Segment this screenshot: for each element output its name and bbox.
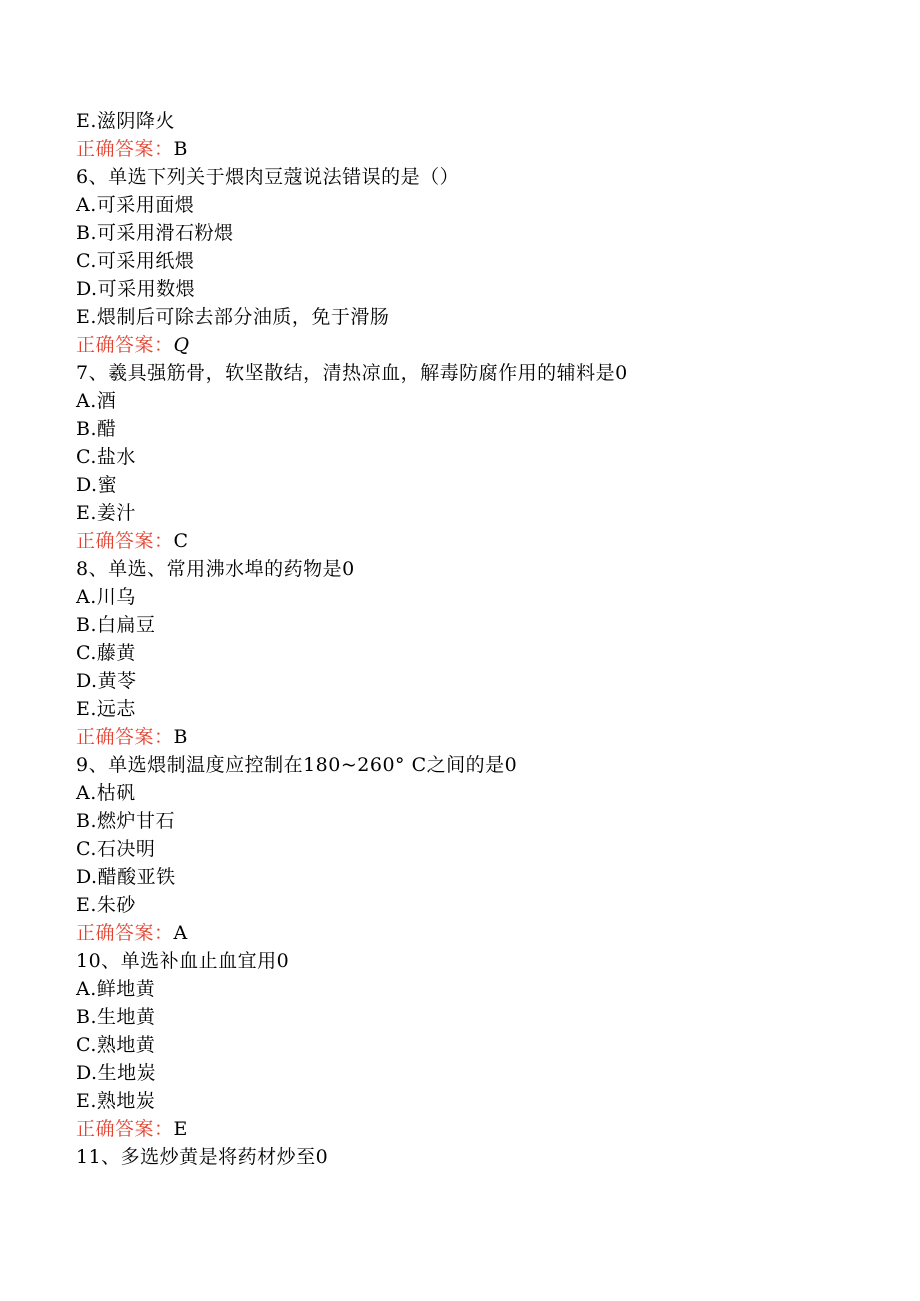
question-text: 8、单选、常用沸水埠的药物是0 <box>76 558 355 580</box>
question-text: 10、单选补血止血宜用0 <box>76 950 290 972</box>
answer-line <box>76 527 856 555</box>
option-text: A.酒 <box>76 390 117 412</box>
option-text: E.煨制后可除去部分油质，免于滑肠 <box>76 306 390 328</box>
question-list <box>76 107 856 1171</box>
option-text: D.黄苓 <box>76 670 137 692</box>
answer-label: 正确答案： <box>76 1118 174 1140</box>
option-text: D.醋酸亚铁 <box>76 866 176 888</box>
option-text: E.姜汁 <box>76 502 136 524</box>
option-text: C.藤黄 <box>76 642 136 664</box>
option-text: C.盐水 <box>76 446 136 468</box>
answer-value: B <box>173 726 188 748</box>
option-text: B.生地黄 <box>76 1006 156 1028</box>
option-text: E.熟地炭 <box>76 1090 156 1112</box>
option-text: B.白扁豆 <box>76 614 156 636</box>
answer-line <box>76 135 856 163</box>
answer-value: Q <box>173 334 190 356</box>
question-text: 9、单选煨制温度应控制在180~260° C之间的是0 <box>76 754 518 776</box>
option-text: D.蜜 <box>76 474 118 496</box>
option-text: D.可采用数煨 <box>76 278 196 300</box>
question-text: 6、单选下列关于煨肉豆蔻说法错误的是（） <box>76 166 460 188</box>
option-text: E.远志 <box>76 698 136 720</box>
option-text: E.滋阴降火 <box>76 110 175 132</box>
option-text: A.鲜地黄 <box>76 978 156 1000</box>
option-text: E.朱砂 <box>76 894 136 916</box>
answer-line <box>76 919 856 947</box>
answer-label: 正确答案： <box>76 530 174 552</box>
answer-value: E <box>173 1118 188 1140</box>
question-text: 7、羲具强筋骨，软坚散结，清热凉血，解毒防腐作用的辅料是0 <box>76 362 628 384</box>
answer-line <box>76 331 856 359</box>
option-text: A.枯矾 <box>76 782 136 804</box>
answer-label: 正确答案： <box>76 334 174 356</box>
option-text: A.川乌 <box>76 586 136 608</box>
option-text: C.石决明 <box>76 838 156 860</box>
option-text: B.醋 <box>76 418 117 440</box>
answer-label: 正确答案： <box>76 726 174 748</box>
question-text: 11、多选炒黄是将药材炒至0 <box>76 1146 329 1168</box>
option-text: A.可采用面煨 <box>76 194 195 216</box>
option-text: B.可采用滑石粉煨 <box>76 222 234 244</box>
answer-line <box>76 723 856 751</box>
answer-label: 正确答案： <box>76 922 174 944</box>
option-text: D.生地炭 <box>76 1062 157 1084</box>
answer-value: C <box>173 530 189 552</box>
answer-value: B <box>173 138 188 160</box>
option-text: B.燃炉甘石 <box>76 810 176 832</box>
answer-label: 正确答案： <box>76 138 174 160</box>
option-text: C.熟地黄 <box>76 1034 156 1056</box>
option-text: C.可采用纸煨 <box>76 250 195 272</box>
answer-line <box>76 1115 856 1143</box>
answer-value: A <box>173 922 188 944</box>
